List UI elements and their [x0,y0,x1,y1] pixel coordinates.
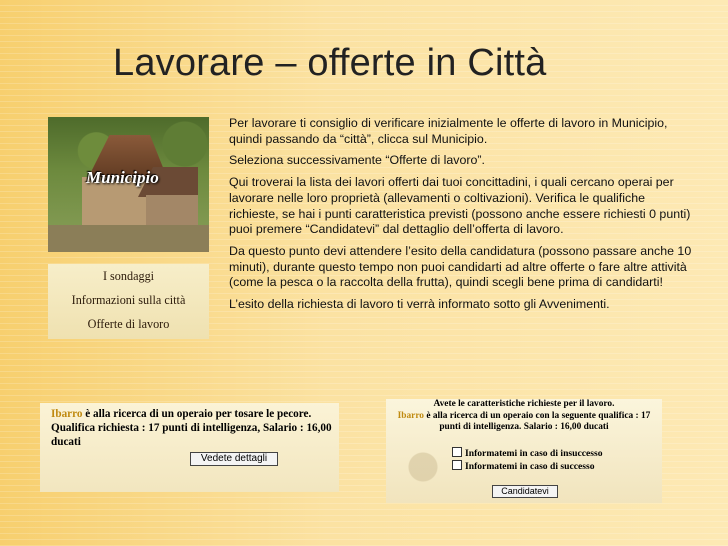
paragraph: Per lavorare ti consiglio di verificare inizialmente le offerte di lavoro in Municipio, quindi passando da “città”, clicca sul Municipio. [229,116,668,146]
job-detail-line2: è alla ricerca di un operaio con la seguente qualifica : 17 punti di intelligenza. Salario : 16,00 ducati [424,410,651,432]
job-offer-summary-screenshot [40,403,339,492]
slide-title: Lavorare – offerte in Città [113,42,547,84]
paragraph: Qui troverai la lista dei lavori offerti dai tuoi concittadini, i quali cercano operai per lavorare nelle loro proprietà (allevamenti o coltivazioni). Verifica le qualifiche richieste, se hai i punti caratteristica previsti (possono anche essere richiesti 0 punti) puoi premere “Candidatevi” dal dettaglio dell’offerta di lavoro. [229,175,691,237]
paragraph: L’esito della richiesta di lavoro ti verrà informato sotto gli Avvenimenti. [229,297,610,312]
paragraph: Seleziona successivamente “Offerte di lavoro”. [229,153,485,168]
view-details-button[interactable]: Vedete dettagli [190,452,278,466]
checkbox-success-label: Informatemi in caso di successo [465,461,595,472]
checkbox-icon[interactable] [452,447,462,457]
menu-item-informazioni[interactable]: Informazioni sulla città [71,293,186,307]
municipio-image[interactable] [48,117,209,252]
paragraph: Da questo punto devi attendere l’esito della candidatura (possono passare anche 10 minuti), durante questo tempo non puoi candidarti ad altre offerte o fare altre attività (come la pesca o la raccolta della frutta), quindi scegli bene prima di candidarti! [229,243,692,290]
checkbox-success[interactable] [452,460,595,473]
job-detail-text [386,399,662,434]
job-detail-line1: Avete le caratteristiche richieste per il lavoro. [433,399,615,409]
employer-name[interactable]: Ibarro [397,410,424,421]
job-offer-detail-screenshot [386,399,662,503]
job-offer-text [51,407,336,449]
job-offer-line1: è alla ricerca di un operaio per tosare le pecore. [82,408,312,420]
menu-item-sondaggi[interactable]: I sondaggi [102,269,155,283]
city-menu-image [48,264,209,339]
job-offer-line2: Qualifica richiesta : 17 punti di intelligenza, Salario : 16,00 ducati [51,422,332,448]
checkbox-icon[interactable] [452,460,462,470]
menu-item-offerte-lavoro[interactable]: Offerte di lavoro [87,317,170,331]
checkbox-failure-label: Informatemi in caso di insuccesso [465,448,603,459]
municipio-label: Municipio [86,168,159,187]
checkbox-failure[interactable] [452,447,603,460]
ground [48,225,209,252]
apply-button[interactable]: Candidatevi [492,485,558,498]
instructions-text [229,116,695,319]
decorative-pot-icon [408,443,438,483]
employer-name[interactable]: Ibarro [51,408,83,420]
